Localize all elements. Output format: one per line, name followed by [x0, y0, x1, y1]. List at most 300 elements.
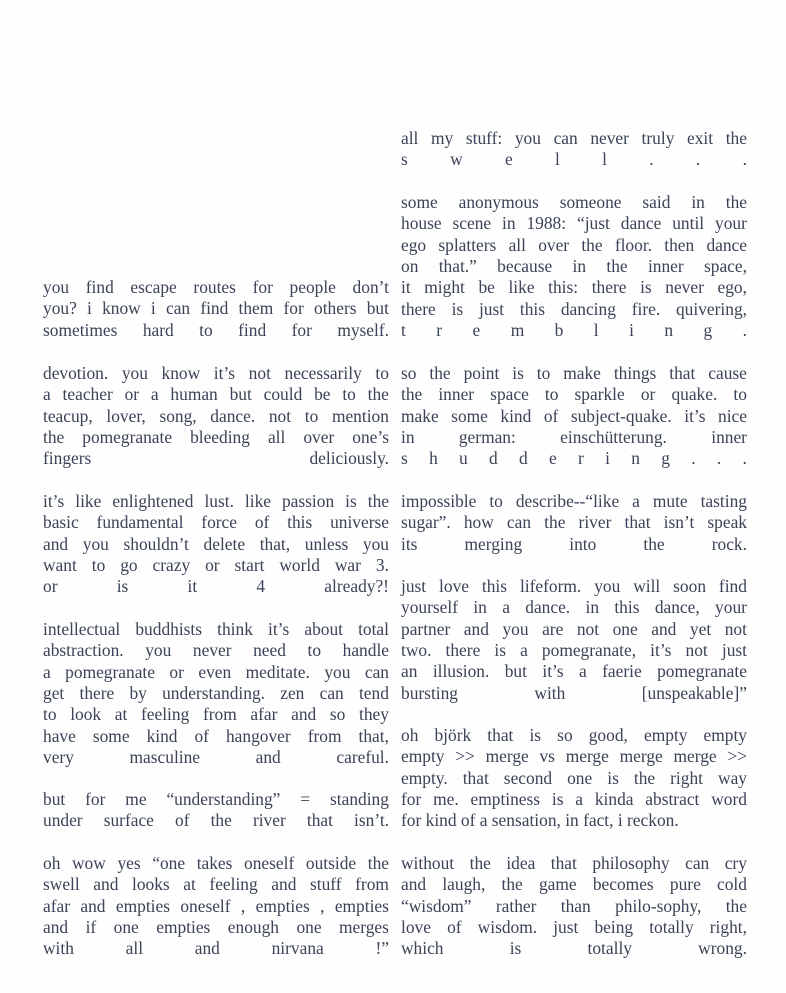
- word: vs: [539, 746, 555, 767]
- word: ego,: [717, 277, 747, 298]
- word: and: [401, 874, 427, 895]
- word: a: [502, 597, 510, 618]
- word: cold: [717, 874, 747, 895]
- text-line: [401, 384, 747, 405]
- word: 3.: [375, 555, 389, 576]
- word: basic: [43, 512, 79, 533]
- word: careful.: [336, 747, 389, 768]
- word: 4: [256, 576, 266, 597]
- word: empties: [156, 917, 211, 938]
- word: is: [512, 363, 524, 383]
- word: kind: [500, 405, 532, 426]
- word: just: [401, 576, 427, 596]
- word: know: [161, 363, 201, 383]
- word: >>: [727, 746, 747, 767]
- word: delete: [203, 533, 246, 554]
- word: s: [401, 149, 408, 170]
- word: oh: [43, 853, 61, 873]
- word: a: [520, 640, 528, 661]
- word: get: [43, 683, 65, 704]
- word: the: [401, 384, 423, 405]
- word: can: [165, 298, 191, 319]
- word: one: [567, 767, 593, 788]
- word: to: [733, 384, 747, 405]
- word: said: [642, 192, 671, 212]
- word: that.”: [438, 256, 477, 277]
- word: make: [563, 363, 601, 383]
- word: is: [509, 938, 522, 959]
- word: it’s: [542, 661, 564, 682]
- text-line: [43, 874, 389, 895]
- word: swell: [43, 874, 80, 895]
- word: or: [124, 384, 140, 405]
- word: all: [125, 938, 144, 959]
- word: unless: [304, 533, 349, 554]
- word: that: [624, 512, 651, 533]
- word: that: [669, 363, 696, 383]
- word: inner: [438, 384, 475, 405]
- word: or: [205, 555, 220, 576]
- word: not: [685, 640, 708, 661]
- word: universe: [330, 512, 389, 533]
- word: want: [43, 555, 77, 576]
- word: yet: [689, 618, 712, 639]
- word: the: [725, 128, 747, 148]
- text-line: [401, 640, 747, 661]
- text-line: [43, 512, 389, 533]
- word: cry: [724, 853, 747, 873]
- text-line: [43, 448, 389, 469]
- word: l: [602, 149, 607, 170]
- word: becomes: [592, 874, 654, 895]
- word: necessarily: [284, 363, 362, 383]
- word: to: [342, 384, 356, 405]
- word: from: [202, 704, 237, 725]
- word: not: [576, 618, 600, 639]
- word: can: [553, 128, 578, 148]
- word: isn’t.: [354, 810, 389, 831]
- word: its: [401, 533, 418, 554]
- word: and: [291, 704, 317, 725]
- word: you: [82, 533, 109, 554]
- word: empties: [334, 895, 389, 916]
- word: find: [718, 576, 747, 596]
- word: don’t: [352, 277, 389, 297]
- word: empty: [401, 746, 445, 767]
- word: merge: [673, 746, 717, 767]
- word: this:: [548, 277, 579, 298]
- word: the: [606, 256, 628, 277]
- word: some: [92, 725, 130, 746]
- text-line: [43, 896, 389, 917]
- text-line: [43, 853, 389, 874]
- word: dance: [706, 234, 747, 255]
- word: an: [401, 661, 418, 682]
- word: w: [450, 149, 463, 170]
- word: .: [649, 149, 654, 170]
- word: others: [314, 298, 357, 319]
- word: rather: [495, 895, 537, 916]
- word: for: [283, 298, 304, 319]
- word: .: [742, 320, 747, 341]
- word: on: [401, 256, 419, 277]
- word: dance: [620, 213, 662, 234]
- text-line: for kind of a sensation, in fact, i reckon.: [401, 810, 679, 831]
- word: not: [248, 363, 271, 383]
- word: could: [263, 384, 303, 405]
- word: yes: [117, 853, 141, 873]
- word: pure: [669, 874, 701, 895]
- word: of: [194, 725, 209, 746]
- text-line: [401, 938, 747, 959]
- word: e: [472, 320, 481, 341]
- word: lifeform.: [519, 576, 582, 596]
- word: scene: [452, 213, 492, 234]
- text-line: [401, 789, 747, 810]
- text-line: [401, 683, 747, 704]
- word: even: [198, 661, 232, 682]
- word: intellectual: [43, 619, 121, 639]
- word: merge: [485, 746, 529, 767]
- word: all: [267, 427, 286, 448]
- word: a: [43, 384, 51, 405]
- word: or: [169, 661, 184, 682]
- word: passion: [281, 491, 335, 511]
- word: e: [549, 448, 557, 469]
- word: not: [268, 405, 292, 426]
- word: space: [490, 384, 529, 405]
- word: afar: [250, 704, 278, 725]
- word: the: [501, 874, 523, 895]
- word: .: [716, 448, 722, 469]
- text-line: [401, 917, 747, 938]
- word: philo-sophy,: [615, 895, 702, 916]
- text-line: [401, 619, 747, 640]
- text-line: [43, 576, 389, 597]
- word: one: [296, 917, 322, 938]
- word: in: [502, 213, 516, 234]
- word: word: [711, 789, 747, 810]
- word: stuff: [309, 874, 342, 895]
- word: but: [229, 384, 252, 405]
- text-line: [43, 320, 389, 341]
- word: your: [715, 597, 747, 618]
- word: the: [469, 853, 491, 873]
- word: me.: [433, 789, 459, 810]
- word: and: [80, 895, 106, 916]
- word: cause: [708, 363, 747, 383]
- word: zen: [280, 683, 305, 704]
- word: force: [201, 512, 237, 533]
- word: crazy: [152, 555, 191, 576]
- word: total: [358, 619, 389, 639]
- word: “one: [152, 853, 186, 873]
- word: is: [116, 576, 129, 597]
- word: d: [489, 448, 498, 469]
- word: be: [478, 277, 495, 298]
- word: a: [43, 661, 51, 682]
- word: it: [401, 277, 411, 298]
- word: fire.: [631, 298, 661, 319]
- word: of: [254, 512, 270, 533]
- word: tasting: [700, 491, 747, 511]
- word: and: [255, 747, 281, 768]
- word: so: [401, 363, 417, 383]
- word: you: [324, 661, 351, 682]
- word: the: [643, 533, 665, 554]
- word: go: [120, 555, 138, 576]
- word: afar: [43, 895, 71, 916]
- word: might: [424, 277, 465, 298]
- text-line: [401, 874, 747, 895]
- word: n: [631, 448, 640, 469]
- word: there: [401, 298, 436, 319]
- word: it: [187, 576, 198, 597]
- word: wisdom.: [477, 917, 538, 938]
- word: all: [508, 234, 526, 255]
- word: because: [497, 256, 553, 277]
- word: .: [742, 149, 747, 170]
- word: enlightened: [112, 491, 194, 511]
- word: there: [79, 683, 115, 704]
- text-line: [401, 320, 747, 341]
- word: than: [560, 895, 591, 916]
- word: björk: [434, 725, 472, 745]
- word: the: [725, 192, 747, 212]
- word: a: [579, 661, 587, 682]
- word: .: [691, 448, 696, 469]
- word: and: [93, 874, 119, 895]
- word: they: [359, 704, 389, 725]
- word: speak: [707, 512, 747, 533]
- word: need: [253, 640, 286, 661]
- word: war: [334, 555, 361, 576]
- word: some: [451, 405, 488, 426]
- word: not: [724, 618, 747, 639]
- word: the: [429, 363, 451, 383]
- word: oneself: [244, 853, 295, 873]
- word: will: [633, 576, 661, 596]
- word: quivering,: [675, 298, 747, 319]
- word: fundamental: [96, 512, 184, 533]
- word: splatters: [438, 234, 497, 255]
- text-line: [43, 363, 389, 384]
- word: to: [544, 384, 559, 405]
- word: at: [183, 874, 196, 895]
- word: to: [199, 319, 213, 340]
- word: good,: [588, 725, 628, 745]
- word: never: [665, 277, 704, 298]
- text-line: [43, 619, 389, 640]
- word: one: [113, 917, 139, 938]
- word: people: [289, 277, 336, 297]
- word: emptiness: [470, 789, 541, 810]
- word: like: [75, 491, 102, 511]
- word: that: [462, 767, 489, 788]
- text-line: [401, 746, 747, 767]
- text-line: [401, 235, 747, 256]
- word: two.: [401, 640, 432, 661]
- word: partner: [401, 618, 451, 639]
- word: mute: [652, 491, 688, 511]
- word: .: [742, 448, 747, 469]
- word: in: [473, 597, 487, 618]
- word: them: [238, 298, 274, 319]
- word: start: [234, 555, 265, 576]
- word: the: [43, 427, 65, 448]
- word: pomegranate: [657, 661, 747, 682]
- word: feeling: [209, 874, 258, 895]
- word: devotion.: [43, 363, 109, 383]
- text-line: [401, 576, 747, 597]
- word: inner: [647, 256, 684, 277]
- word: from: [355, 874, 389, 895]
- word: for: [401, 789, 422, 810]
- word: my: [431, 128, 454, 148]
- word: if: [85, 917, 97, 938]
- word: yourself: [401, 597, 458, 618]
- word: and: [463, 618, 489, 639]
- word: quake.: [671, 384, 718, 405]
- word: idea: [506, 853, 536, 873]
- word: to: [43, 704, 57, 725]
- text-line: [43, 747, 389, 768]
- word: merges: [339, 917, 389, 938]
- word: empty: [703, 725, 747, 745]
- text-line: [43, 298, 389, 319]
- word: this: [519, 298, 546, 319]
- word: this: [614, 597, 640, 618]
- word: .: [695, 149, 701, 170]
- word: dancing: [560, 298, 616, 319]
- word: you: [502, 618, 529, 639]
- word: the: [725, 895, 747, 916]
- word: one’s: [352, 427, 389, 448]
- word: dance.: [210, 405, 256, 426]
- word: in: [401, 427, 415, 448]
- word: ,: [240, 895, 246, 916]
- word: impossible: [401, 491, 477, 511]
- text-line: [401, 128, 747, 149]
- word: sometimes: [43, 319, 118, 340]
- word: empty.: [401, 767, 448, 788]
- word: teacher: [62, 384, 113, 405]
- word: river: [252, 810, 286, 831]
- word: merge: [565, 746, 609, 767]
- text-line: [43, 726, 389, 747]
- text-line: [43, 683, 389, 704]
- word: a: [150, 384, 159, 405]
- word: floor.: [614, 234, 653, 255]
- word: without: [401, 853, 455, 873]
- word: the: [581, 234, 603, 255]
- text-line: [401, 149, 747, 170]
- word: n: [664, 320, 674, 341]
- word: but: [504, 661, 527, 682]
- word: kinda: [594, 789, 634, 810]
- text-line: [401, 534, 747, 555]
- word: philosophy: [592, 853, 670, 873]
- word: but: [366, 298, 389, 319]
- word: totally: [649, 917, 694, 938]
- word: anonymous: [458, 192, 539, 212]
- word: like: [244, 491, 271, 511]
- text-line: [401, 512, 747, 533]
- word: which: [401, 938, 444, 959]
- word: there: [591, 277, 627, 298]
- word: to: [91, 555, 106, 576]
- word: abstraction.: [43, 640, 124, 661]
- word: you: [362, 533, 389, 554]
- word: routes: [193, 277, 236, 297]
- word: i: [629, 320, 634, 341]
- word: l: [593, 320, 599, 341]
- text-line: [43, 406, 389, 427]
- word: point: [463, 363, 500, 383]
- word: surface: [103, 810, 154, 831]
- word: very: [43, 747, 74, 768]
- text-line: [43, 704, 389, 725]
- word: to: [489, 491, 503, 511]
- word: empties: [255, 895, 310, 916]
- word: is: [494, 640, 506, 661]
- word: in: [572, 256, 587, 277]
- word: song,: [159, 405, 197, 426]
- word: a: [632, 491, 640, 511]
- word: l: [554, 149, 560, 170]
- word: illusion.: [432, 661, 490, 682]
- word: and: [194, 938, 220, 959]
- word: bursting: [401, 682, 459, 703]
- word: masculine: [129, 747, 201, 768]
- word: human: [170, 384, 218, 405]
- word: find: [200, 298, 229, 319]
- word: right: [670, 767, 703, 788]
- text-line: [43, 938, 389, 959]
- word: teacup,: [43, 405, 93, 426]
- word: river: [578, 512, 612, 533]
- word: know: [102, 298, 141, 319]
- word: it’s: [267, 619, 290, 639]
- word: stuff:: [465, 128, 503, 148]
- word: you: [121, 363, 148, 383]
- word: nice: [718, 405, 747, 426]
- word: bleeding: [190, 427, 250, 448]
- text-line: [401, 448, 747, 469]
- word: myself.: [337, 319, 389, 340]
- word: h: [429, 448, 438, 469]
- word: g: [703, 320, 713, 341]
- word: the: [633, 767, 656, 788]
- text-line: [401, 406, 747, 427]
- word: world: [279, 555, 320, 576]
- word: subject-quake.: [570, 405, 672, 426]
- word: pomegranate,: [541, 640, 637, 661]
- text-line: [43, 662, 389, 683]
- word: mention: [331, 405, 389, 426]
- word: german:: [458, 427, 516, 448]
- word: of: [447, 917, 462, 938]
- word: have: [43, 725, 76, 746]
- text-line: [401, 491, 747, 512]
- word: and: [43, 533, 69, 554]
- word: how: [463, 512, 494, 533]
- word: space,: [703, 256, 747, 277]
- text-line: [43, 384, 389, 405]
- word: a: [575, 789, 584, 810]
- word: you: [514, 128, 541, 148]
- word: is: [551, 789, 564, 810]
